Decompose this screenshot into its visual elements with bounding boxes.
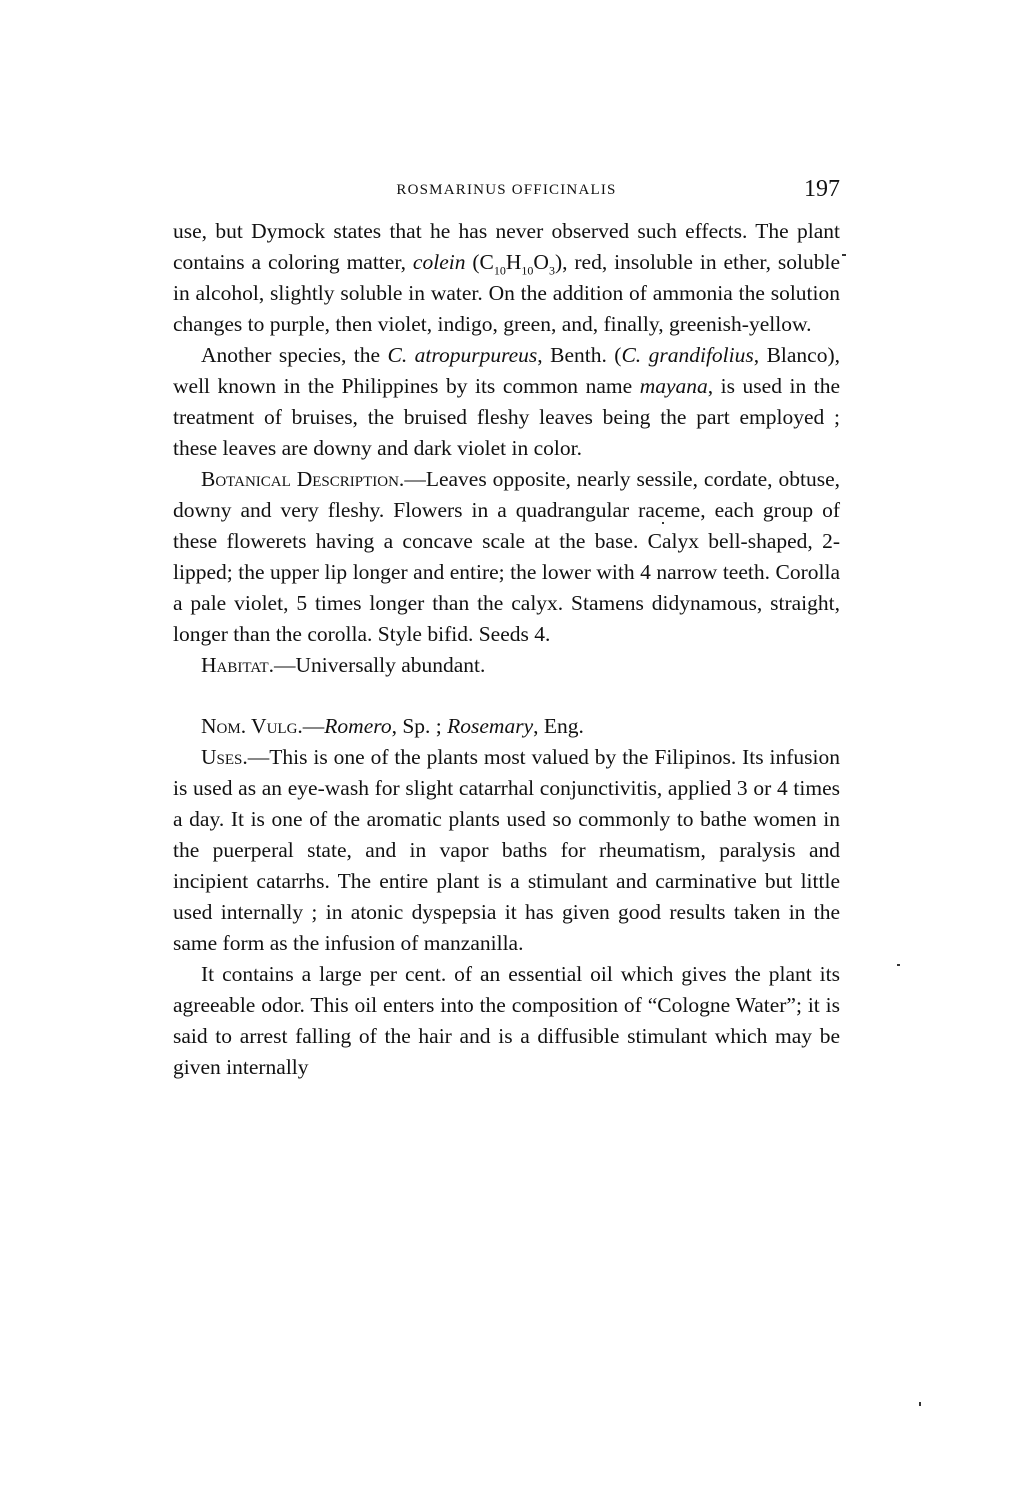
common-name: mayana bbox=[639, 374, 708, 398]
paragraph-uses: Uses.—This is one of the plants most valued by the Filipinos. Its infusion is used as an eye-wash for slight catarrhal conjunctivitis, applied 3 or 4 times a day. It is one of the aromatic plants used so commonly to bathe women in the puerperal state, and in vapor baths for rheumatism, paralysis and incipient catarrhs. The entire plant is a stimulant and carminative but little used internally ; in atonic dyspepsia it has given good results taken in the same form as the infusion of manzanilla. bbox=[173, 745, 840, 955]
paragraph-text: The plant contains a coloring matter, bbox=[173, 219, 840, 274]
running-head bbox=[173, 176, 840, 208]
paragraph-common-names: Nom. Vulg.—Romero, Sp. ; Rosemary, Eng. bbox=[201, 714, 584, 738]
vernacular-name: Romero bbox=[324, 714, 392, 738]
paragraph-text: ), red, insoluble in ether, soluble in alcohol, slightly soluble in water. On the addition of ammonia the solution changes to purple, then violet, indigo, green, and, finally, greenish-yellow. bbox=[173, 250, 841, 336]
scan-speck bbox=[919, 1402, 921, 1406]
section-label: Botanical Description. bbox=[201, 467, 405, 491]
paragraph-continuation bbox=[173, 216, 840, 340]
section-label: Uses. bbox=[201, 745, 248, 769]
chemical-formula: ($C_{10}H_{10}O_3$ bbox=[465, 250, 555, 278]
paragraph-botanical-description: Botanical Description.—Leaves opposite, nearly sessile, cordate, obtuse, downy and very fleshy. Flowers in a quadrangular raceme, each group of these flowerets having a concave scale at the base. Calyx bell-shaped, 2-lipped; the upper lip longer and entire; the lower with 4 narrow teeth. Corolla a pale violet, 5 times longer than the calyx. Stamens didynamous, straight, longer than the corolla. Style bifid. Seeds 4. bbox=[173, 467, 840, 646]
scan-speck bbox=[842, 254, 846, 256]
scan-speck bbox=[662, 522, 664, 524]
paragraph-text: use, but Dymock states that he has never observed such effects. bbox=[173, 219, 748, 243]
running-head-title: ROSMARINUS OFFICINALIS bbox=[396, 182, 617, 198]
page-number: 197 bbox=[804, 176, 840, 202]
species-name: C. atropurpureus bbox=[387, 343, 538, 367]
book-page bbox=[173, 176, 840, 1083]
section-label: Habitat. bbox=[201, 653, 275, 677]
paragraph-other-species: Another species, the C. atropurpureus, Benth. (C. grandifolius, Blanco), well known in the Philippines by its common name mayana, is used in the treatment of bruises, the bruised fleshy leaves being the part employed ; these leaves are downy and dark violet in color. bbox=[173, 343, 841, 460]
paragraph-essential-oil: It contains a large per cent. of an essential oil which gives the plant its agreeable odor. This oil enters into the composition of “Cologne Water”; it is said to arrest falling of the hair and is a diffusible stimulant which may be given internally bbox=[173, 962, 840, 1079]
chemical-term: colein bbox=[412, 250, 466, 274]
species-name: C. grandifolius bbox=[621, 343, 754, 367]
scan-speck bbox=[897, 964, 900, 966]
paragraph-habitat: Habitat.—Universally abundant. bbox=[201, 653, 486, 677]
section-label: Nom. Vulg. bbox=[201, 714, 303, 738]
vernacular-name: Rosemary bbox=[447, 714, 534, 738]
